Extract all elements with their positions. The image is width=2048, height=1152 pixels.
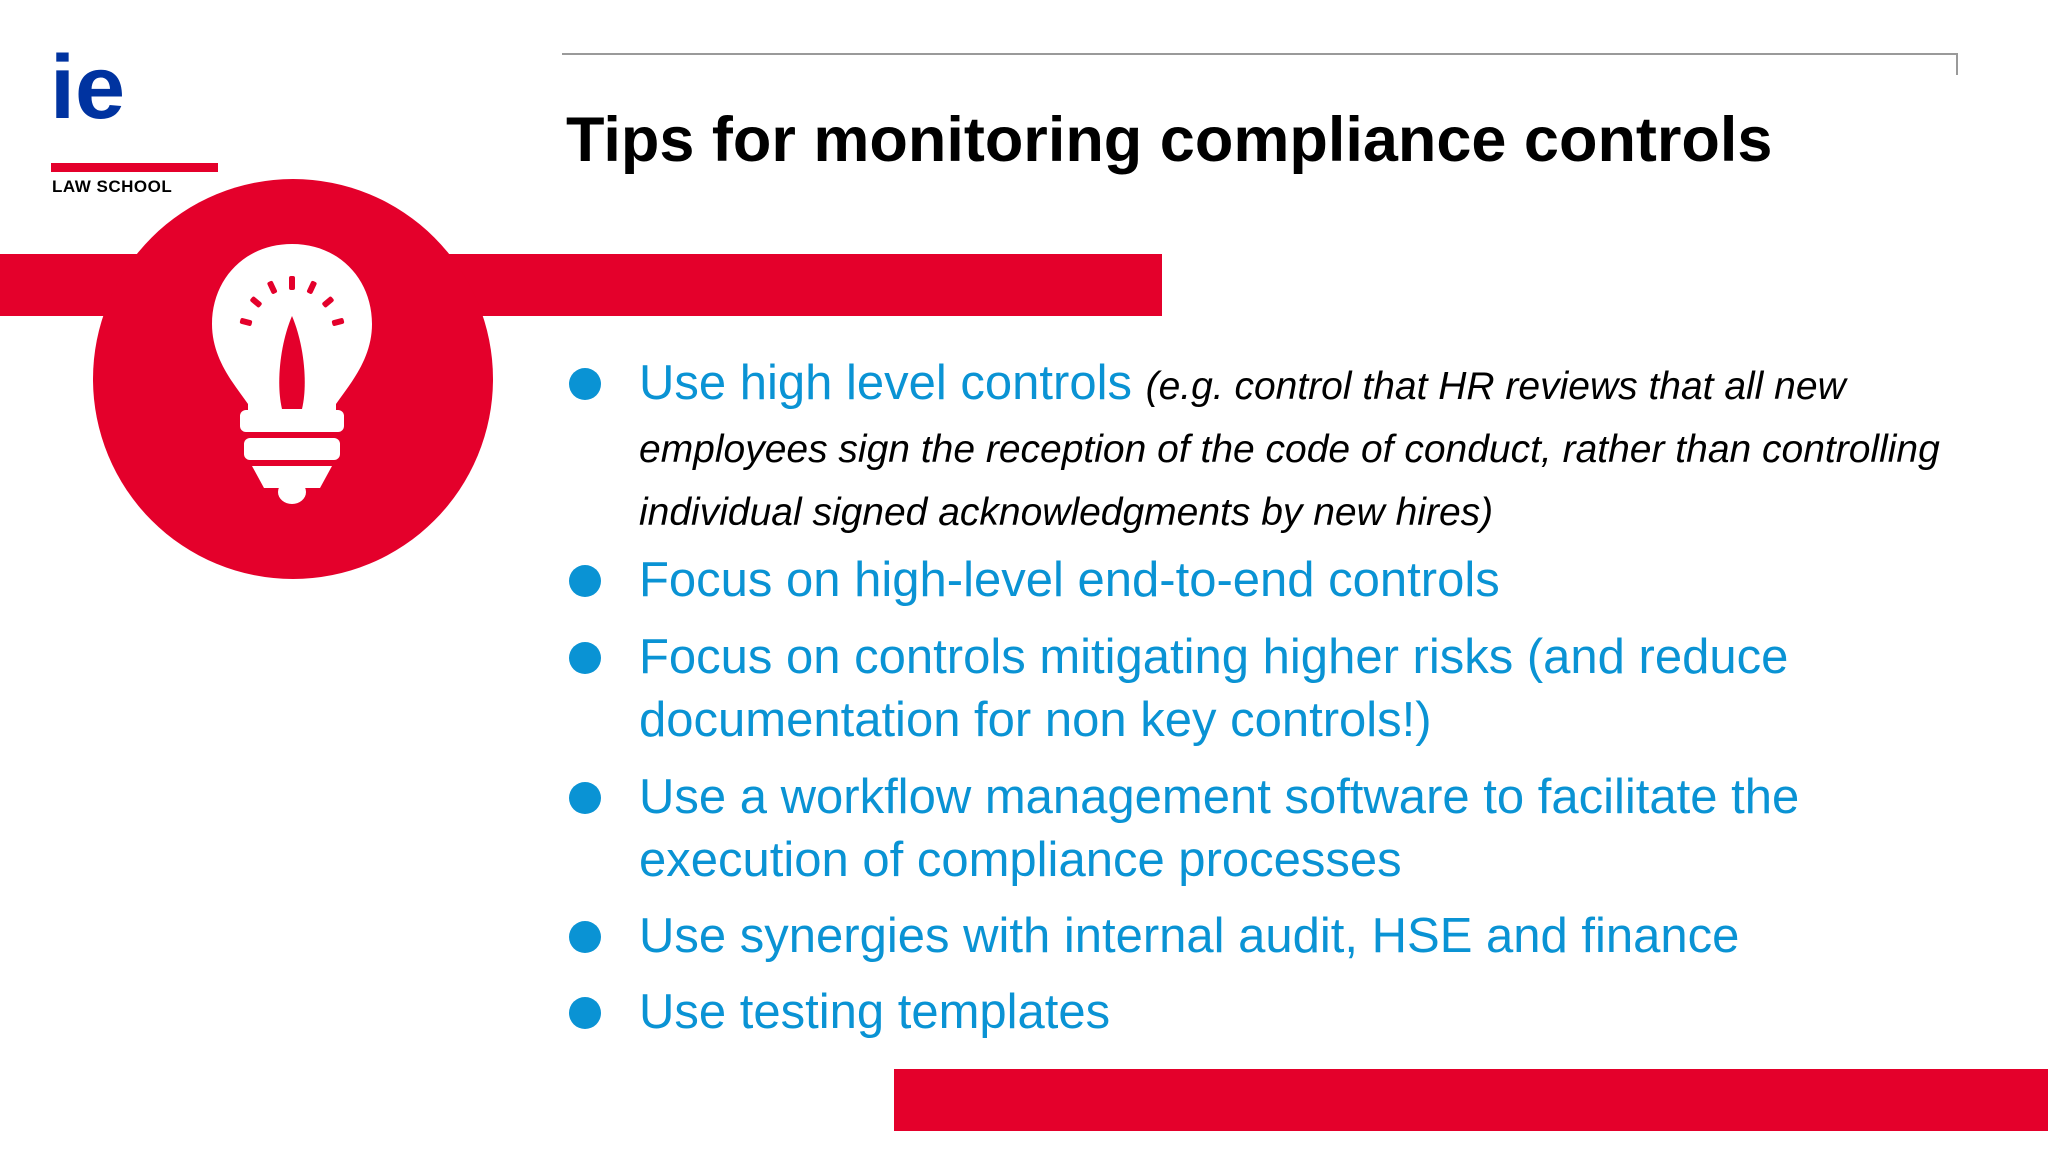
logo-subtitle: LAW SCHOOL — [52, 177, 173, 196]
slide-title: Tips for monitoring compliance controls — [566, 105, 1773, 175]
bullet-text: Use a workflow management software to facilitate the execution of compliance processes — [639, 770, 1800, 887]
bullet-text: Use synergies with internal audit, HSE and finance — [639, 909, 1740, 963]
lightbulb-icon — [212, 244, 372, 504]
bullet-note: (e.g. control that HR reviews that all new employees sign the reception of the code of conduct, rather than controlling individual signed acknowledgments by new hires) — [639, 365, 1940, 534]
bullet-dot — [569, 997, 601, 1029]
bullet-text: Focus on controls mitigating higher risks (and reduce documentation for non key controls!) — [639, 630, 1789, 747]
list-item — [566, 981, 1966, 1044]
bullet-text: Use testing templates — [639, 985, 1111, 1039]
list-item — [566, 905, 1966, 968]
bottom-red-band — [894, 1069, 2048, 1131]
list-item — [566, 626, 1966, 752]
bullet-dot — [569, 921, 601, 953]
bullet-text: Focus on high-level end-to-end controls — [639, 553, 1500, 607]
logo-red-bar — [51, 163, 218, 172]
ie-law-school-logo — [50, 36, 173, 196]
tips-list — [566, 352, 1966, 1044]
bullet-dot — [569, 782, 601, 814]
top-divider-tick — [1956, 53, 1958, 75]
svg-text:ie: ie — [50, 38, 126, 120]
list-item — [566, 766, 1966, 892]
top-divider-line — [562, 53, 1958, 55]
bullet-dot — [569, 565, 601, 597]
list-item — [566, 549, 1966, 612]
list-item — [566, 352, 1966, 541]
bullet-text: Use high level controls — [639, 356, 1132, 410]
bullet-dot — [569, 642, 601, 674]
bullet-dot — [569, 368, 601, 400]
logo-letters — [50, 36, 140, 120]
